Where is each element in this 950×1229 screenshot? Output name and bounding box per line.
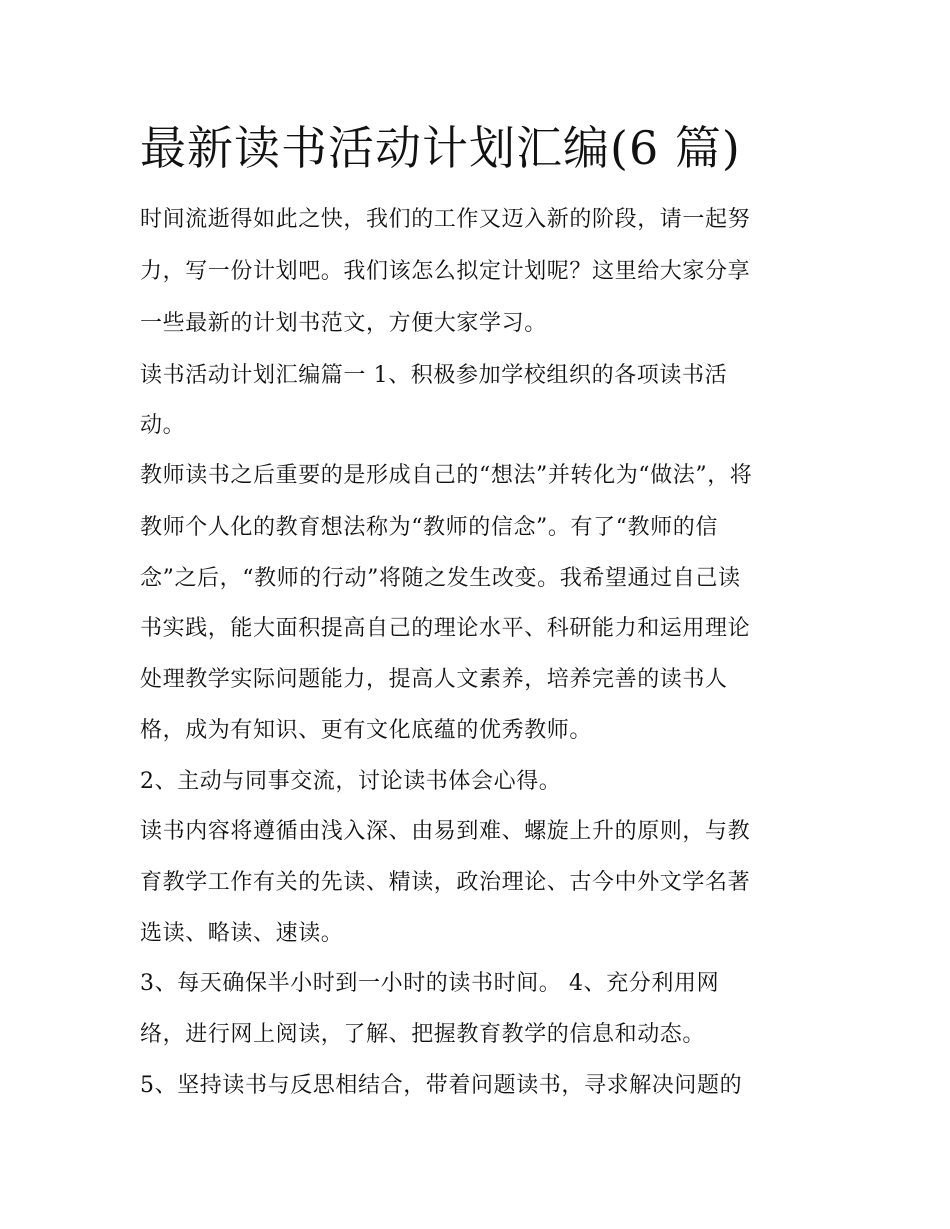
body-line: 时间流逝得如此之快，我们的工作又迈入新的阶段，请一起努 (140, 207, 751, 232)
document-title: 最新读书活动计划汇编(6 篇) (140, 121, 741, 175)
body-line: 选读、略读、速读。 (140, 921, 344, 946)
body-line: 格，成为有知识、更有文化底蕴的优秀教师。 (140, 718, 593, 743)
body-line: 教师读书之后重要的是形成自己的“想法”并转化为“做法”，将 (140, 463, 753, 488)
body-line: 络，进行网上阅读，了解、把握教育教学的信息和动态。 (140, 1022, 706, 1047)
body-line: 育教学工作有关的先读、精读，政治理论、古今中外文学名著 (140, 870, 751, 895)
body-line: 5、坚持读书与反思相结合，带着问题读书，寻求解决问题的 (140, 1073, 743, 1098)
body-line: 书实践，能大面积提高自己的理论水平、科研能力和运用理论 (140, 616, 751, 641)
body-line: 一些最新的计划书范文，方便大家学习。 (140, 311, 547, 336)
body-line: 读书活动计划汇编篇一 1、积极参加学校组织的各项读书活 (140, 363, 728, 388)
body-line: 读书内容将遵循由浅入深、由易到难、螺旋上升的原则，与教 (140, 819, 751, 844)
body-line: 力，写一份计划吧。我们该怎么拟定计划呢？这里给大家分享 (140, 259, 751, 284)
body-line: 念”之后，“教师的行动”将随之发生改变。我希望通过自己读 (140, 566, 741, 591)
body-line: 2、主动与同事交流，讨论读书体会心得。 (140, 769, 562, 794)
body-line: 动。 (140, 413, 186, 438)
body-line: 教师个人化的教育想法称为“教师的信念”。有了“教师的信 (140, 515, 718, 540)
body-line: 处理教学实际问题能力，提高人文素养，培养完善的读书人 (140, 667, 728, 692)
body-line: 3、每天确保半小时到一小时的读书时间。 4、充分利用网 (140, 971, 720, 996)
